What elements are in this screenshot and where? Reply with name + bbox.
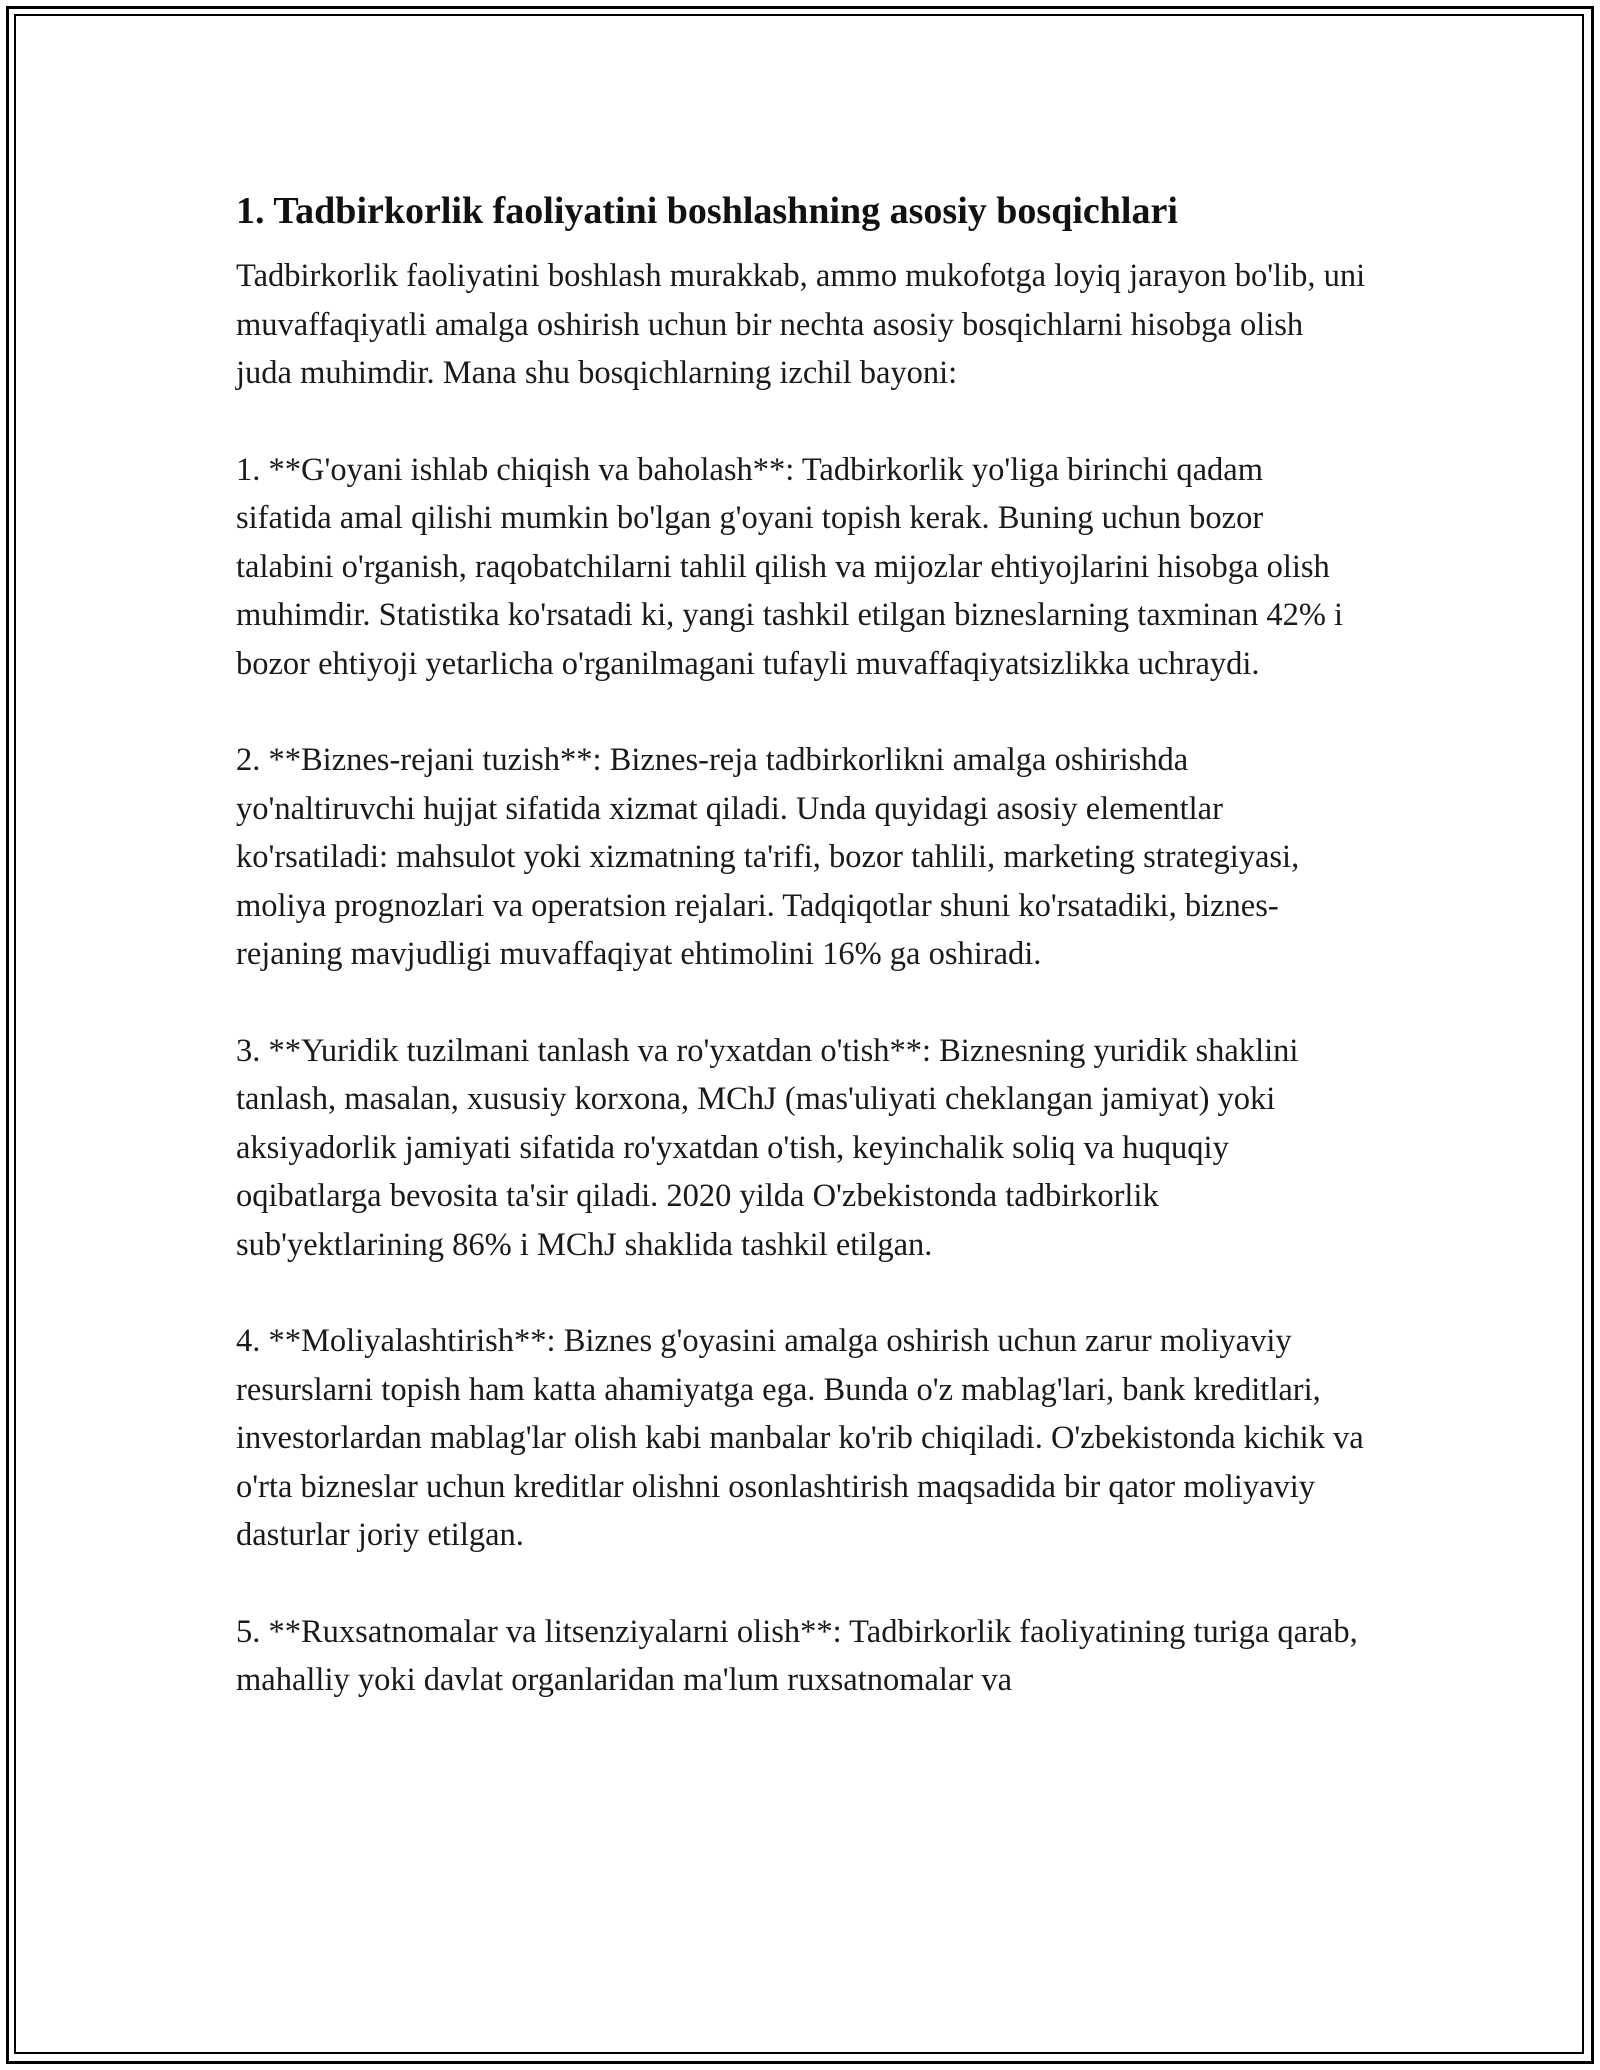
step-1-paragraph: 1. **G'oyani ishlab chiqish va baholash**: Tadbirkorlik yo'liga birinchi qadam sifatida amal qilishi mumkin bo'lgan g'oyani topish kerak. Buning uchun bozor talabini o'rganish, raqobatchilarni tahlil qilish va mijozlar ehtiyojlarini hisobga olish muhimdir. Statistika ko'rsatadi ki, yangi tashkil etilgan bizneslarning taxminan 42% i bozor ehtiyoji yetarlicha o'rganilmagani tufayli muvaffaqiyatsizlikka uchraydi. <box>236 451 1344 682</box>
step-4-paragraph: 4. **Moliyalashtirish**: Biznes g'oyasini amalga oshirish uchun zarur moliyaviy resurslarni topish ham katta ahamiyatga ega. Bunda o'z mablag'lari, bank kreditlari, investorlardan mablag'lar olish kabi manbalar ko'rib chiqiladi. O'zbekistonda kichik va o'rta bizneslar uchun kreditlar olishni osonlashtirish maqsadida bir qator moliyaviy dasturlar joriy etilgan. <box>236 1323 1364 1553</box>
step-2-paragraph: 2. **Biznes-rejani tuzish**: Biznes-reja tadbirkorlikni amalga oshirishda yo'naltiruvchi hujjat sifatida xizmat qiladi. Unda quyidagi asosiy elementlar ko'rsatiladi: mahsulot yoki xizmatning ta'rifi, bozor tahlili, marketing strategiyasi, moliya prognozlari va operatsion rejalari. Tadqiqotlar shuni ko'rsatadiki, biznes-rejaning mavjudligi muvaffaqiyat ehtimolini 16% ga oshiradi. <box>236 742 1300 972</box>
section-heading: 1. Tadbirkorlik faoliyatini boshlashning asosiy bosqichlari <box>236 190 1178 232</box>
step-3-paragraph: 3. **Yuridik tuzilmani tanlash va ro'yxatdan o'tish**: Biznesning yuridik shaklini tanlash, masalan, xususiy korxona, MChJ (mas'uliyati cheklangan jamiyat) yoki aksiyadorlik jamiyati sifatida ro'yxatdan o'tish, keyinchalik soliq va huquqiy oqibatlarga bevosita ta'sir qiladi. 2020 yilda O'zbekistonda tadbirkorlik sub'yektlarining 86% i MChJ shaklida tashkil etilgan. <box>236 1032 1299 1263</box>
intro-paragraph: Tadbirkorlik faoliyatini boshlash murakkab, ammo mukofotga loyiq jarayon bo'lib, uni muvaffaqiyatli amalga oshirish uchun bir nechta asosiy bosqichlarni hisobga olish juda muhimdir. Mana shu bosqichlarning izchil bayoni: <box>236 258 1366 391</box>
step-5-paragraph: 5. **Ruxsatnomalar va litsenziyalarni olish**: Tadbirkorlik faoliyatining turiga qarab, mahalliy yoki davlat organlaridan ma'lum ruxsatnomalar va <box>236 1613 1358 1698</box>
document-body <box>236 186 1366 1753</box>
